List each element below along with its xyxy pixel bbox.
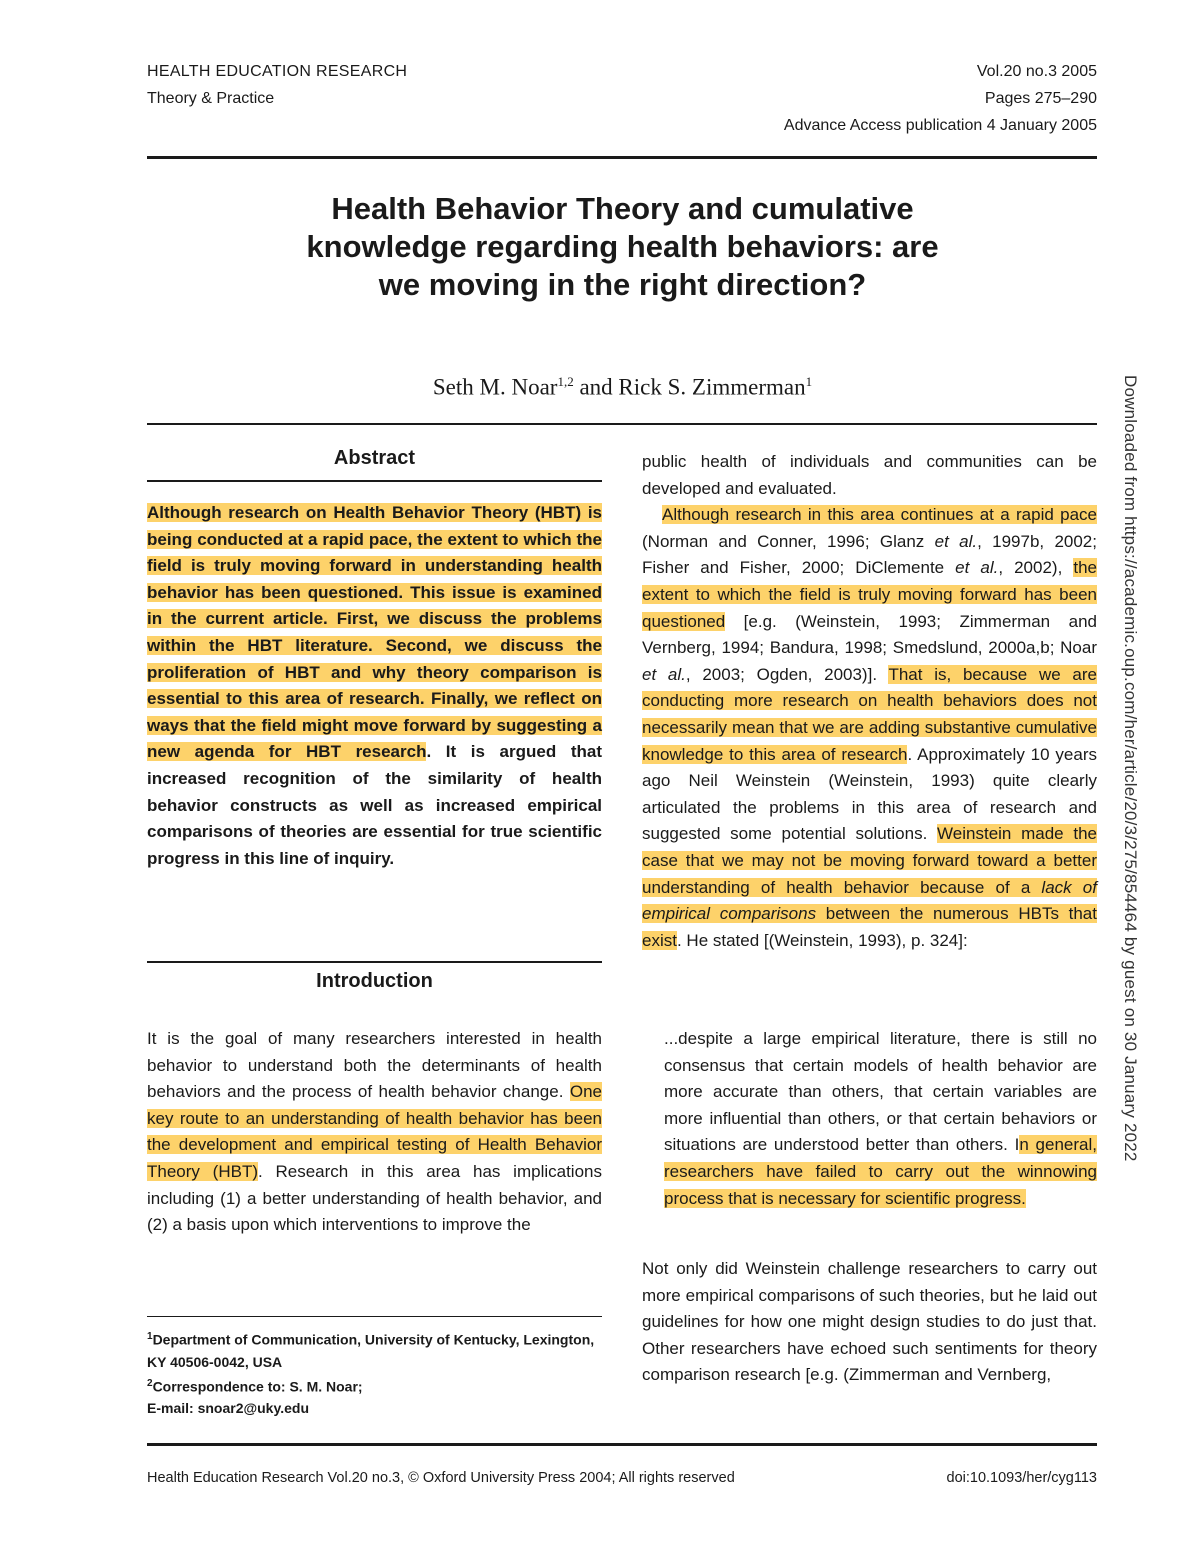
quote-highlight: n general, researchers have failed to carry out the winnowing process that is necessary for scientific progress. xyxy=(664,1135,1097,1208)
author-name: Seth M. Noar xyxy=(432,374,558,400)
abstract-text: . It is argued that increased recognition of the similarity of health behavior constructs as well as increased empirical comparisons of theories are essential for true scientific progress in this line of inquiry. xyxy=(147,742,602,868)
title-line: knowledge regarding health behaviors: are xyxy=(306,229,939,264)
introduction-paragraph xyxy=(147,1026,602,1239)
download-notice: Downloaded from https://academic.oup.com/her/article/20/3/275/854464 by guest on 30 January 2022 xyxy=(1121,375,1140,1162)
intro-highlight: One key route to an understanding of health behavior has been the development and empirical testing of Health Behavior Theory (HBT) xyxy=(147,1082,602,1181)
volume-info: Vol.20 no.3 2005 xyxy=(976,63,1097,80)
paragraph-research-pace: Although research in this area continues at a rapid pace (Norman and Conner, 1996; Glanz et al., 1997b, 2002; Fisher and Fisher, 2000; DiClemente et al., 2002), the extent to which the field is truly moving forward has been questioned [e.g. (Weinstein, 1993; Zimmerman and Vernberg, 1994; Bandura, 1998; Smedslund, 2000a,b; Noar et al., 2003; Ogden, 2003)]. That is, because we are conducting more research on health behaviors does not necessarily mean that we are adding substantive cumulative knowledge to this area of research. Approximately 10 years ago Neil Weinstein (Weinstein, 1993) quite clearly articulated the problems in this area of research and suggested some potential solutions. Weinstein made the case that we may not be moving forward toward a better understanding of health behavior because of a lack of empirical comparisons between the numerous HBTs that exist. He stated [(Weinstein, 1993), p. 324]: xyxy=(642,505,1098,950)
title-line: Health Behavior Theory and cumulative xyxy=(331,191,914,226)
footnote-affiliation: $^1$Department of Communication, University of Kentucky, Lexington, KY 40506-0042, USA xyxy=(147,1331,595,1370)
footnote-email: E-mail: snoar2@uky.edu xyxy=(147,1400,309,1417)
journal-name: HEALTH EDUCATION RESEARCH xyxy=(147,63,408,80)
intro-text: . Research in this area has implications including (1) a better understanding of health behavior, and (2) a basis upon which interventions to improve the xyxy=(147,1161,602,1235)
header-rule xyxy=(147,156,1097,159)
issue-info xyxy=(784,58,1097,139)
footnotes xyxy=(147,1326,602,1419)
journal-subtitle: Theory & Practice xyxy=(147,90,275,107)
intro-text: It is the goal of many researchers interested in health behavior to understand both the determinants of health behaviors and the process of health behavior change. xyxy=(147,1029,602,1102)
footnote-correspondence: $^2$Correspondence to: S. M. Noar; xyxy=(147,1377,363,1395)
pages-info: Pages 275–290 xyxy=(984,90,1097,107)
block-quote: ...despite a large empirical literature, there is still no consensus that certain models of health behavior are more accurate than others, that certain variables are more influential than others, or that certain behaviors or situations are understood better than others. In general, researchers have failed to carry out the winnowing process that is necessary for scientific progress. xyxy=(664,1029,1097,1208)
title-line: we moving in the right direction? xyxy=(378,267,867,302)
affiliation-marker: 1,2 xyxy=(557,374,574,389)
footnote-rule xyxy=(147,1316,602,1317)
abstract-body xyxy=(147,500,602,872)
paragraph-continuation: public health of individuals and communities can be developed and evaluated. xyxy=(642,452,1097,498)
footer-copyright: Health Education Research Vol.20 no.3, © Oxford University Press 2004; All rights reserved xyxy=(147,1470,735,1486)
article-title xyxy=(160,190,1085,304)
paragraph-not-only: Not only did Weinstein challenge researchers to carry out more empirical comparisons of such theories, but he laid out guidelines for how one might design studies to do just that. Other researchers have echoed such sentiments for theory comparison research [e.g. (Zimmerman and Vernberg, xyxy=(642,1259,1097,1385)
introduction-rule xyxy=(147,961,602,963)
abstract-heading: Abstract xyxy=(333,447,416,469)
footer-rule xyxy=(147,1443,1097,1446)
journal-header xyxy=(147,58,407,112)
author-name: and Rick S. Zimmerman xyxy=(573,374,806,400)
author-line xyxy=(160,374,1085,401)
abstract-highlight: Although research on Health Behavior Theory (HBT) is being conducted at a rapid pace, the extent to which the field is truly moving forward in understanding health behavior has been questioned. This issue is examined in the current article. First, we discuss the problems within the HBT literature. Second, we discuss the proliferation of HBT and why theory comparison is essential to this area of research. Finally, we reflect on ways that the field might move forward by suggesting a new agenda for HBT research xyxy=(147,503,602,762)
right-column-text xyxy=(642,449,1097,954)
introduction-heading: Introduction xyxy=(316,970,433,992)
advance-access-info: Advance Access publication 4 January 2005 xyxy=(783,117,1097,134)
abstract-rule xyxy=(147,480,602,482)
authors-rule xyxy=(147,423,1097,425)
footer-doi: doi:10.1093/her/cyg113 xyxy=(946,1470,1097,1486)
affiliation-marker: 1 xyxy=(805,374,813,389)
